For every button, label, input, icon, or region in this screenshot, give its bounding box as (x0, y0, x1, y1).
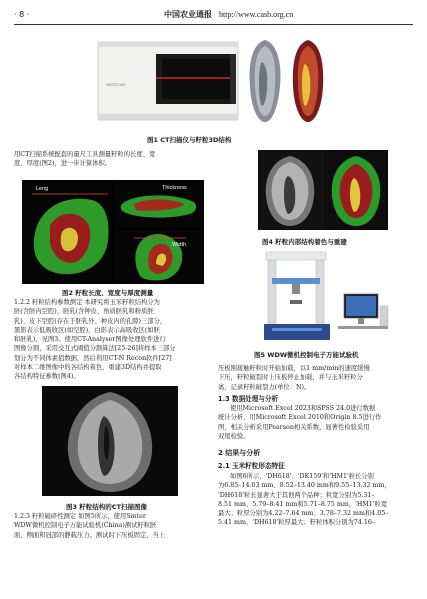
figure-5 (262, 248, 394, 344)
text-line: 1.2.3 籽粒破碎性测定 如图5所示，使用Sinter (14, 513, 146, 520)
text-line: 5.41 mm，'DH618'粒厚最大；籽粒体积分别为74.16– (218, 519, 376, 527)
text-line: 下压，籽粒破裂时上压板停止加载，并与玉米籽粒分 (218, 374, 363, 382)
text-line: 乳)、皮下空腔(存在于胚乳外、种皮内的孔隙)三部分， (14, 317, 167, 325)
figure-2-caption: 图2 籽粒长度、宽度与厚度测量 (62, 289, 154, 297)
figure-2 (22, 180, 204, 284)
text-line: 胚(含胚内空腔)、胚乳(含种皮、角质胚乳和粉质胚 (14, 308, 154, 316)
section-1-2-2 (14, 298, 210, 382)
right-column-text (218, 364, 414, 392)
text-line: 图像分割，采用交互式阈值分割算法[25-26]将样本三部分 (14, 345, 176, 353)
journal-title: 中国农业通报 (164, 9, 212, 19)
figure-1-caption: 图1 CT扫描仪与籽粒3D结构 (147, 136, 232, 144)
figure-4-caption: 图4 籽粒内部结构着色与重建 (262, 238, 347, 246)
text-line: 1.2.2 籽粒结构参数测定 本研究将玉米籽粒结构分为 (14, 299, 160, 306)
section-2-1-heading: 2.1 玉米籽粒形态特征 (218, 462, 285, 470)
figure-4-image (258, 150, 388, 230)
width-label: Width (172, 242, 187, 248)
text-line: 划分为不同体素值数据，然后利用CT-N Recon软件[27] (14, 354, 172, 362)
text-line: 离，记录籽粒破裂力(单位：N)。 (218, 383, 311, 391)
section-2-1-body (218, 472, 414, 528)
page-header (14, 8, 413, 24)
text-line: 对样本二维图像中的各结构着色，重建3D结构并提取 (14, 364, 162, 372)
text-line: 各结构特征参数(图4)。 (14, 373, 80, 381)
figure-3-caption: 图3 籽粒结构的CT扫描图像 (66, 503, 147, 511)
intro-paragraph (14, 150, 210, 169)
figure-3-image (42, 386, 178, 496)
figure-1-image (96, 34, 328, 128)
text-line: 图，相关分析采用Pearson相关系数，显著性检验采用 (218, 423, 370, 431)
section-1-3-heading: 1.3 数据处理与分析 (218, 395, 279, 403)
journal-url: http://www.casb.org.cn (219, 10, 294, 19)
section-1-2-3 (14, 512, 210, 540)
section-2-heading: 2 结果与分析 (218, 449, 261, 457)
text-line: 8.51 mm、5.79–8.41 mm和5.71–8.75 mm，'HM1'粒宽 (218, 500, 388, 508)
text-line: 最大；粒厚分别为4.22–7.64 mm、3.78–7.32 mm和4.05– (218, 510, 389, 518)
figure-5-caption: 图5 WDW微机控制电子万能试验机 (254, 351, 359, 359)
text-line: 双尾检验。 (218, 432, 250, 440)
section-1-3-body (218, 404, 414, 441)
text-line: 压板刚接触籽粒时开始加载，以1 mm/min的速度缓慢 (218, 365, 370, 372)
text-line: 面、侧面和冠部的静载压力。测试时下压板固定，当上 (14, 531, 166, 539)
figure-4 (258, 150, 388, 230)
text-line: 用CT扫描系统配套的量尺工具测量籽粒的长度、宽 (14, 151, 156, 158)
figure-1 (96, 34, 328, 128)
device-label: NRTZC4N (106, 82, 125, 87)
header-rule (14, 24, 413, 25)
text-line: 和胚乳)，见图3。使用CT-Analyser图像处理软件进行 (14, 336, 166, 344)
figure-5-image (262, 248, 394, 344)
page-number: · 8 · (14, 10, 30, 19)
text-line: 统计分析，用Microsoft Excel 2010和Origin 8.5进行作 (218, 414, 382, 422)
text-line: 如图6所示，'DH618'、'DK159'和'HM1'粒长分别 (230, 473, 374, 480)
text-line: 使用Microsoft Excel 2023和SPSS 24.0进行数据 (230, 405, 376, 412)
text-line: 度、厚度(图2)，进一步计算体积。 (14, 160, 112, 168)
thickness-label: Thickness (162, 185, 187, 191)
text-line: 黑影表示低吸收区(如空腔)，白影表示高吸收区(如胚 (14, 326, 160, 334)
figure-2-image (22, 180, 204, 284)
figure-3 (42, 386, 178, 496)
text-line: WDW微机控制电子万能试验机(China)测试籽粒胚 (14, 522, 157, 530)
text-line: 'DH618'粒长显著大于其他两个品种；粒宽分别为5.31– (218, 491, 375, 499)
length-label: Leng (36, 186, 49, 192)
text-line: 为6.85–14.03 mm、8.52–13.40 mm和9.55–13.32 mm， (218, 482, 391, 490)
